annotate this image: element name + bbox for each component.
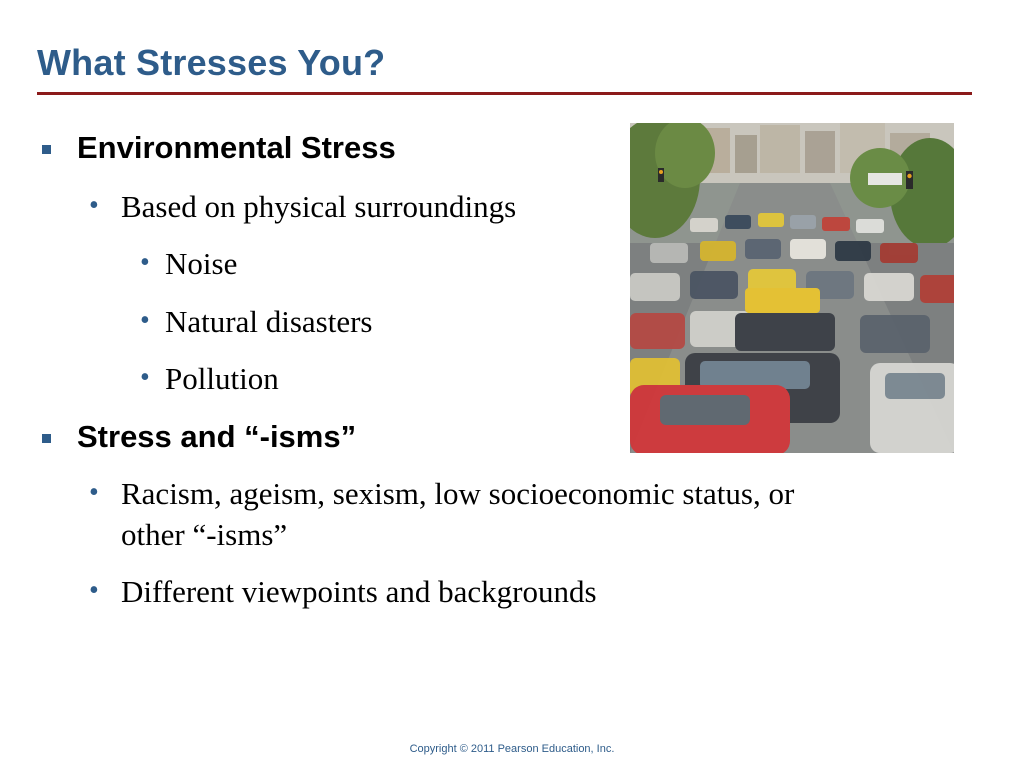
square-bullet-icon	[42, 434, 51, 443]
bullet-stress-and-isms: Stress and “-isms”	[77, 419, 357, 454]
bullet-noise: Noise	[165, 246, 238, 281]
bullet-environmental-stress: Environmental Stress	[77, 130, 396, 165]
dot-bullet-icon: •	[89, 190, 99, 221]
bullet-different-viewpoints: Different viewpoints and backgrounds	[121, 574, 597, 609]
dot-bullet-icon: •	[140, 305, 150, 336]
slide-title: What Stresses You?	[37, 42, 386, 83]
dot-bullet-icon: •	[89, 477, 99, 508]
dot-bullet-icon: •	[140, 362, 150, 393]
traffic-jam-photo	[630, 123, 954, 453]
bullet-natural-disasters: Natural disasters	[165, 304, 373, 339]
title-divider	[37, 92, 972, 95]
bullet-isms-list-line2: other “-isms”	[121, 517, 288, 552]
square-bullet-icon	[42, 145, 51, 154]
bullet-pollution: Pollution	[165, 361, 279, 396]
bullet-physical-surroundings: Based on physical surroundings	[121, 189, 517, 224]
dot-bullet-icon: •	[89, 575, 99, 606]
copyright-footer: Copyright © 2011 Pearson Education, Inc.	[409, 743, 615, 755]
bullet-isms-list-line1: Racism, ageism, sexism, low socioeconomic status, or	[121, 476, 795, 511]
dot-bullet-icon: •	[140, 247, 150, 278]
